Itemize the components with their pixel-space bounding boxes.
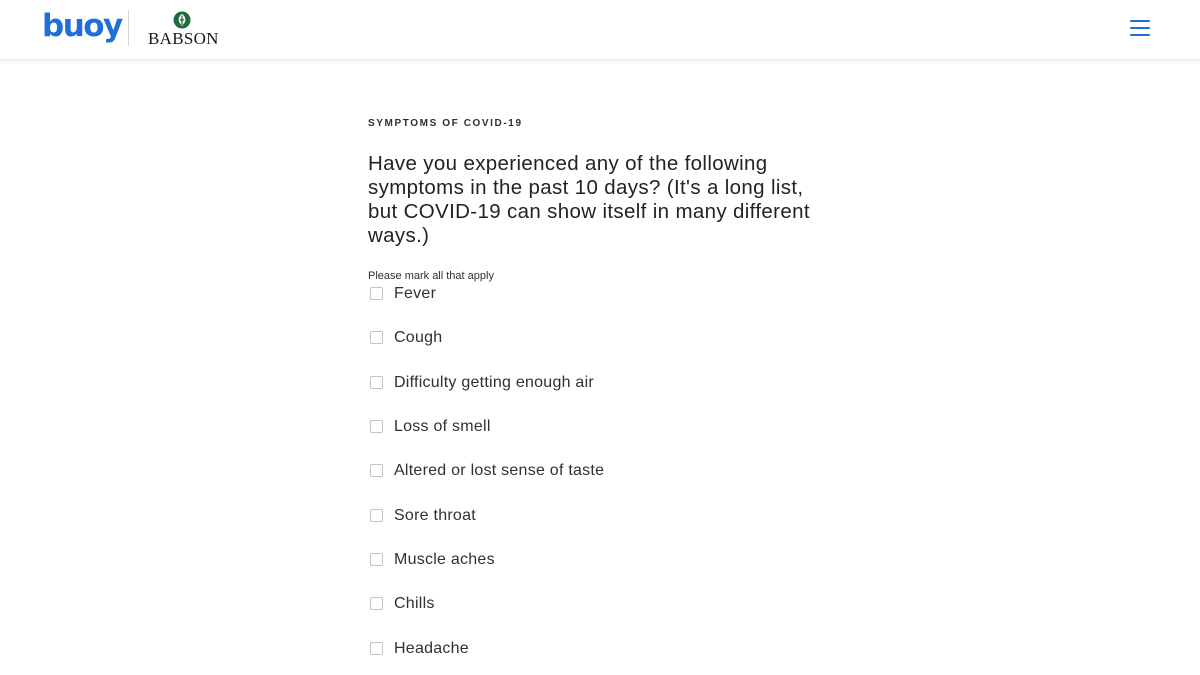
option-altered-or-lost-taste[interactable] bbox=[368, 449, 868, 493]
checkbox[interactable] bbox=[370, 597, 383, 610]
checkbox[interactable] bbox=[370, 509, 383, 522]
checkbox[interactable] bbox=[370, 331, 383, 344]
buoy-logo-text: buoy bbox=[42, 8, 122, 44]
option-difficulty-getting-enough-air[interactable] bbox=[368, 361, 868, 405]
option-chills[interactable] bbox=[368, 582, 868, 626]
buoy-logo[interactable] bbox=[42, 8, 122, 48]
checkbox[interactable] bbox=[370, 642, 383, 655]
option-label: Fever bbox=[394, 285, 437, 303]
option-label: Difficulty getting enough air bbox=[394, 373, 594, 391]
checkbox[interactable] bbox=[370, 553, 383, 566]
symptom-options bbox=[368, 272, 868, 671]
checkbox[interactable] bbox=[370, 287, 383, 300]
option-label: Headache bbox=[394, 639, 469, 657]
question-title: Have you experienced any of the following symptoms in the past 10 days? (It's a long list, but COVID-19 can show itself in many different ways.) bbox=[368, 152, 810, 247]
option-label: Sore throat bbox=[394, 506, 476, 524]
checkbox[interactable] bbox=[370, 420, 383, 433]
section-label: SYMPTOMS OF COVID-19 bbox=[368, 118, 523, 129]
question-panel bbox=[368, 118, 838, 282]
option-label: Loss of smell bbox=[394, 418, 491, 436]
babson-logo-text: BABSON bbox=[148, 29, 219, 48]
option-label: Muscle aches bbox=[394, 550, 495, 568]
option-label: Cough bbox=[394, 329, 443, 347]
option-fever[interactable] bbox=[368, 272, 868, 316]
checkbox[interactable] bbox=[370, 376, 383, 389]
option-headache[interactable] bbox=[368, 626, 868, 670]
option-loss-of-smell[interactable] bbox=[368, 405, 868, 449]
option-sore-throat[interactable] bbox=[368, 493, 868, 537]
option-cough[interactable] bbox=[368, 316, 868, 360]
hamburger-menu-icon[interactable] bbox=[1126, 16, 1154, 40]
option-label: Chills bbox=[394, 595, 435, 613]
babson-tree-icon bbox=[172, 10, 192, 30]
instruction-text: Please mark all that apply bbox=[368, 270, 494, 282]
logo-divider bbox=[128, 10, 129, 46]
checkbox[interactable] bbox=[370, 464, 383, 477]
option-label: Altered or lost sense of taste bbox=[394, 462, 605, 480]
site-header bbox=[0, 0, 1200, 60]
babson-logo[interactable] bbox=[146, 10, 218, 50]
option-muscle-aches[interactable] bbox=[368, 538, 868, 582]
